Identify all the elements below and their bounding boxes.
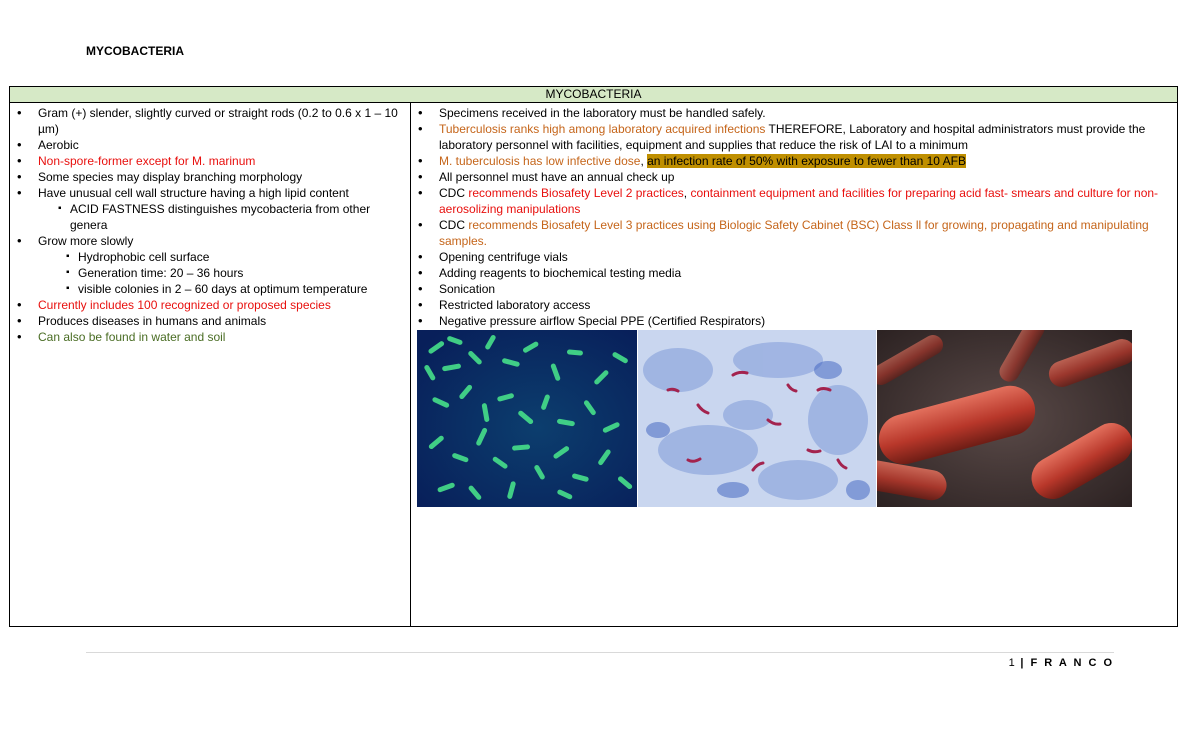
- mycobacteria-table: [9, 86, 1178, 627]
- characteristics-column: [10, 103, 411, 627]
- list-item: • All personnel must have an annual check up: [411, 169, 1177, 185]
- sub-list-item: ▪ ACID FASTNESS distinguishes mycobacteria from other genera: [10, 201, 410, 233]
- micrograph-images: [411, 330, 1177, 510]
- list-item: • Some species may display branching morphology: [10, 169, 410, 185]
- list-item: • CDC recommends Biosafety Level 3 practices using Biologic Safety Cabinet (BSC) Class ll for growing, propagating and manipulating samples.: [411, 217, 1177, 249]
- list-item: • Gram (+) slender, slightly curved or straight rods (0.2 to 0.6 x 1 – 10 µm): [10, 105, 410, 137]
- biosafety-column: [411, 103, 1178, 627]
- footer-separator: |: [1015, 657, 1031, 669]
- list-item: • Currently includes 100 recognized or proposed species: [10, 297, 410, 313]
- list-item: • Have unusual cell wall structure having a high lipid content: [10, 185, 410, 201]
- fluorescent-bacteria-image: [417, 330, 637, 507]
- list-item: • Opening centrifuge vials: [411, 249, 1177, 265]
- list-item: • Grow more slowly: [10, 233, 410, 249]
- sub-list-item: ▪ visible colonies in 2 – 60 days at optimum temperature: [18, 281, 410, 297]
- list-item: • Specimens received in the laboratory must be handled safely.: [411, 105, 1177, 121]
- list-item: • Adding reagents to biochemical testing media: [411, 265, 1177, 281]
- sub-list-item: ▪ Hydrophobic cell surface: [18, 249, 410, 265]
- page-footer: [1009, 657, 1114, 669]
- list-item: • Sonication: [411, 281, 1177, 297]
- footer-author: F R A N C O: [1030, 657, 1114, 669]
- acid-fast-smear-image: [638, 330, 876, 507]
- list-item: • Negative pressure airflow Special PPE (Certified Respirators): [411, 313, 1177, 329]
- list-item: • CDC recommends Biosafety Level 2 practices, containment equipment and facilities for preparing acid fast- smears and culture for non-aerosolizing manipulations: [411, 185, 1177, 217]
- list-item: • Produces diseases in humans and animals: [10, 313, 410, 329]
- page-number: 1: [1008, 657, 1016, 669]
- footer-divider: [86, 652, 1114, 653]
- list-item: • Aerobic: [10, 137, 410, 153]
- bacilli-render-image: [877, 330, 1132, 507]
- list-item: • Can also be found in water and soil: [10, 329, 410, 345]
- table-header: MYCOBACTERIA: [10, 87, 1178, 103]
- sub-list-item: ▪ Generation time: 20 – 36 hours: [18, 265, 410, 281]
- list-item: • Non-spore-former except for M. marinum: [10, 153, 410, 169]
- list-item: • Tuberculosis ranks high among laboratory acquired infections THEREFORE, Laboratory and hospital administrators must provide the laboratory personnel with facilities, equipment and supplies that reduce the risk of LAI to a minimum: [411, 121, 1177, 153]
- list-item: • Restricted laboratory access: [411, 297, 1177, 313]
- list-item: • M. tuberculosis has low infective dose, an infection rate of 50% with exposure to fewer than 10 AFB: [411, 153, 1177, 169]
- page-heading: MYCOBACTERIA: [86, 44, 184, 58]
